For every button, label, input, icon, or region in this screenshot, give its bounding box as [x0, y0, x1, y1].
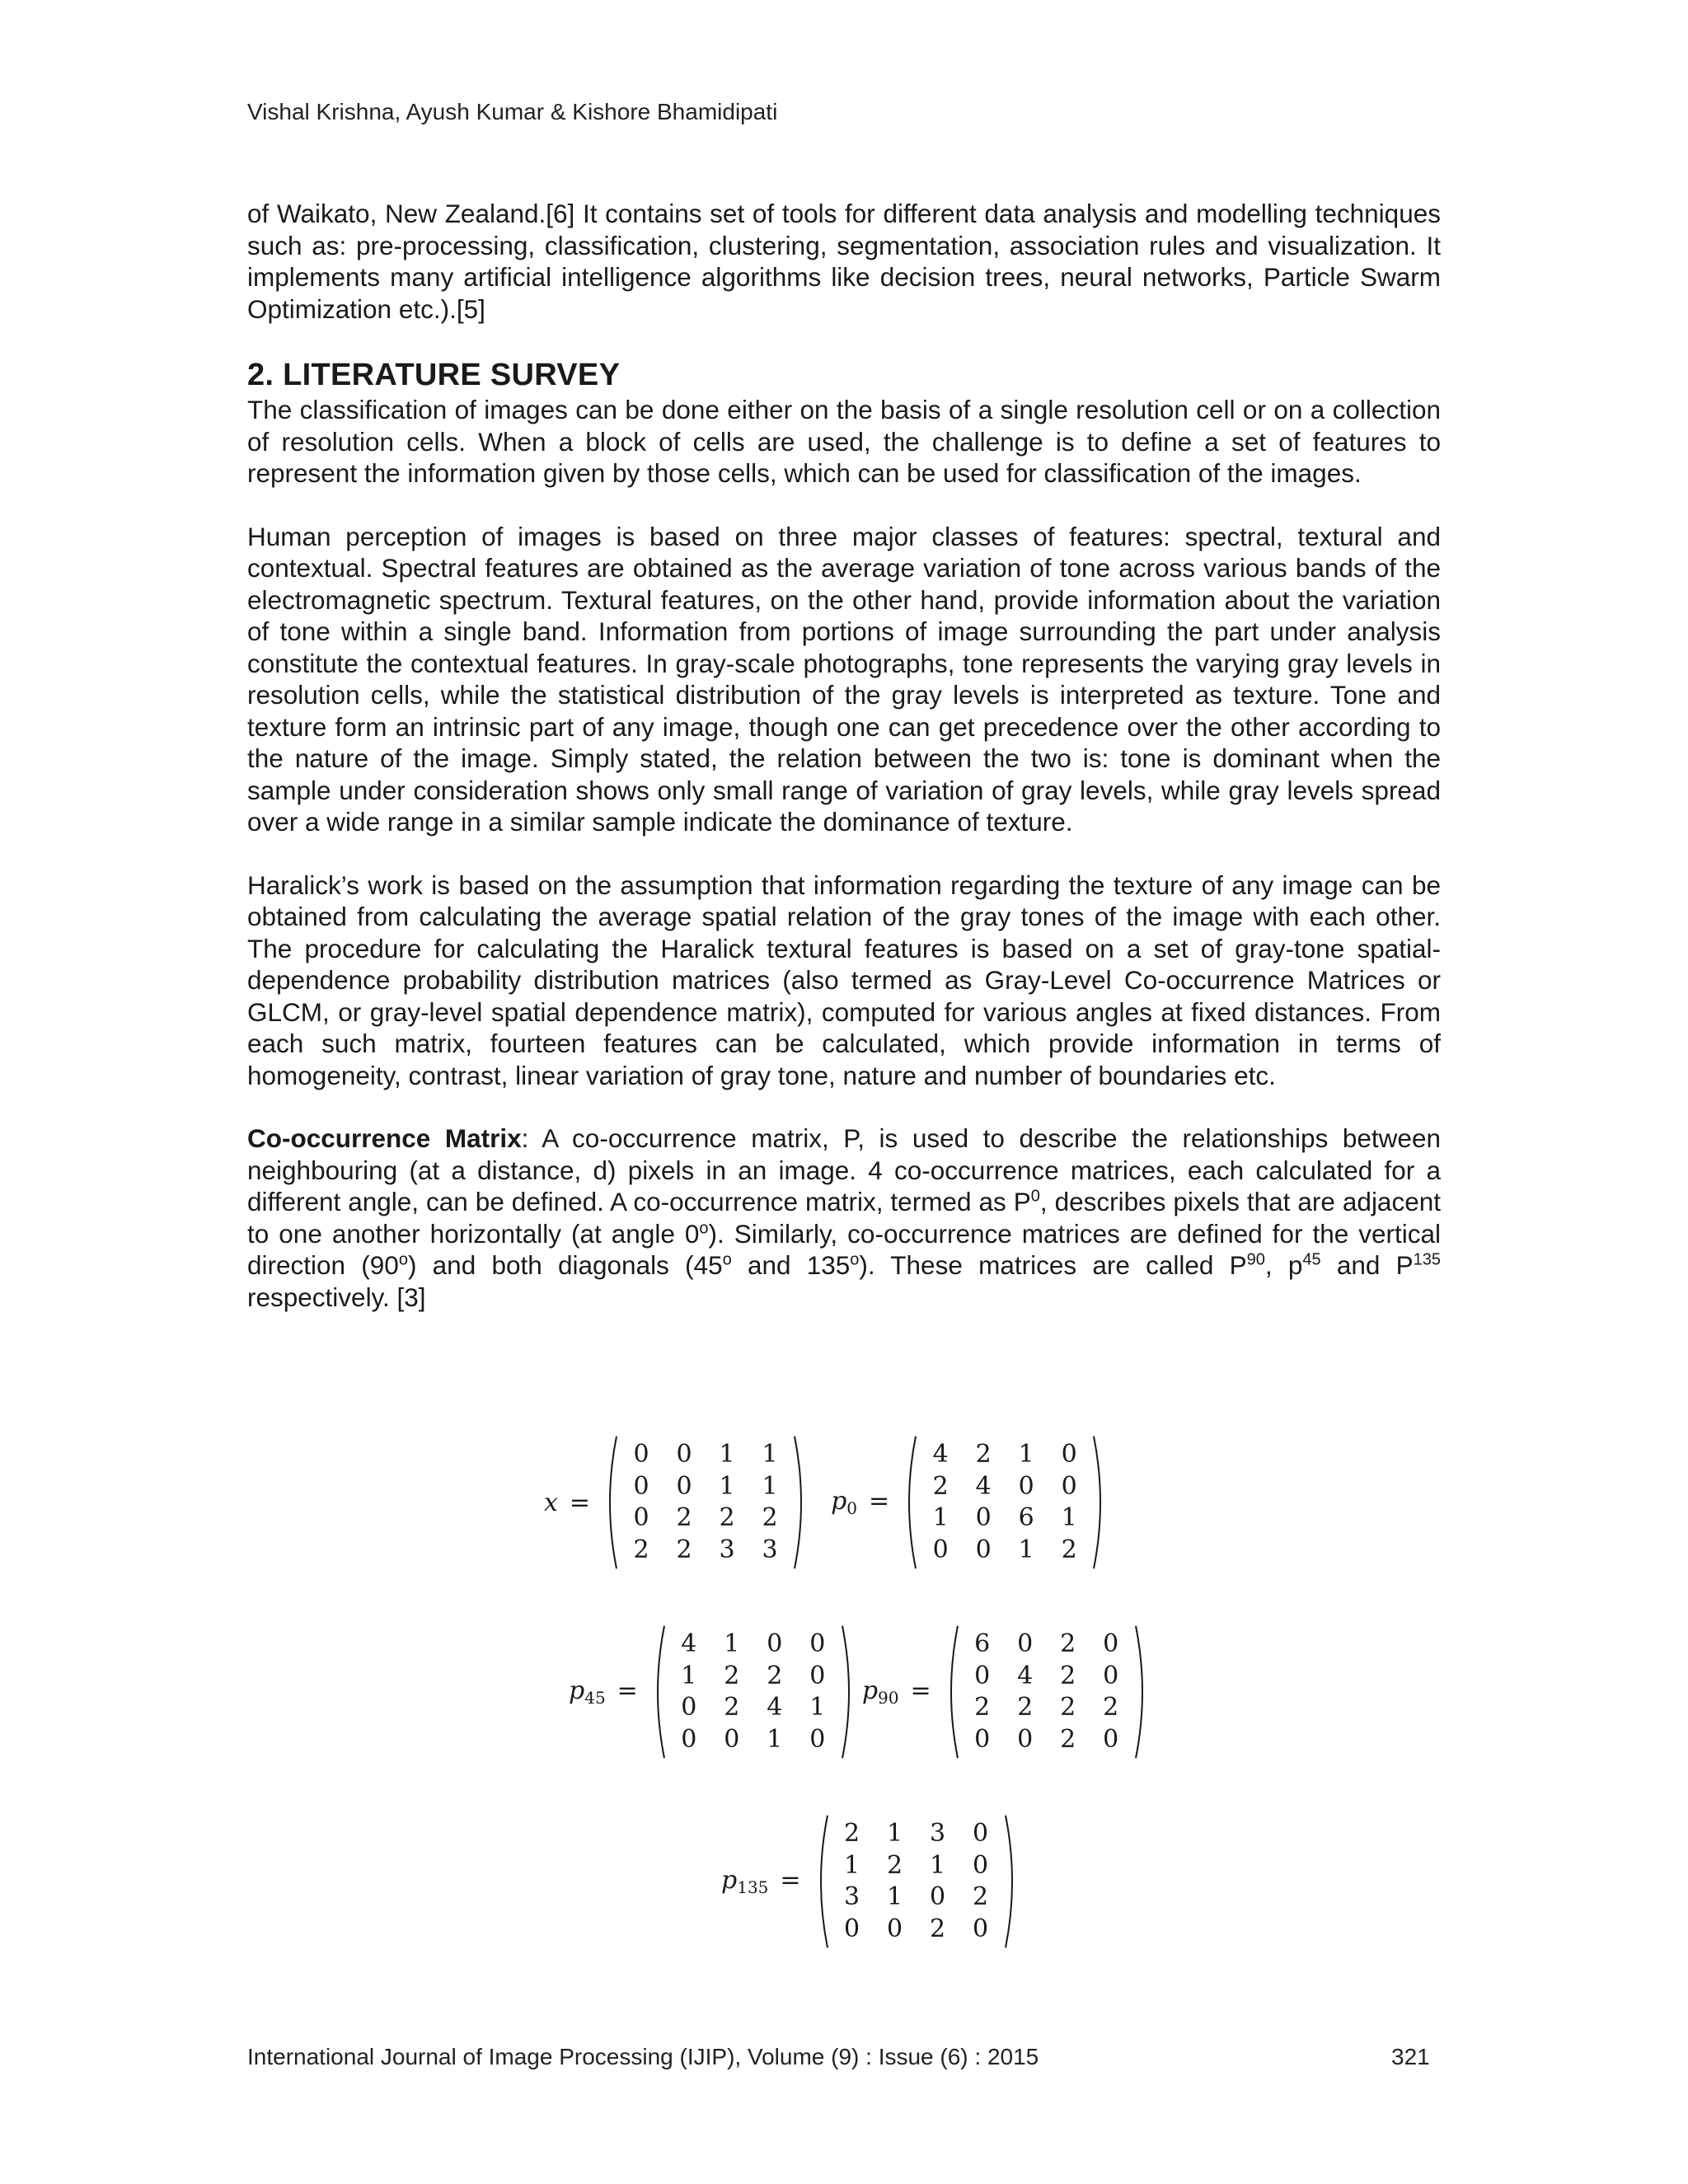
- matrix-cell: 3: [930, 1819, 946, 1848]
- matrix-cell: 1: [1018, 1535, 1034, 1564]
- matrix-cell: 0: [809, 1661, 826, 1690]
- matrix-cell: 0: [633, 1471, 649, 1501]
- matrix-cell: 6: [1018, 1503, 1034, 1532]
- variable-subscript: 135: [737, 1877, 769, 1897]
- superscript: o: [699, 1219, 709, 1237]
- matrix-cell: 4: [932, 1440, 949, 1469]
- equation-lhs-p135: [721, 1866, 801, 1897]
- right-paren-icon: [1132, 1624, 1151, 1760]
- text-run: ). Similarly, co-occurrence matrices are defined for the vertical direction (90: [247, 1218, 1442, 1280]
- matrix-cell: 0: [1061, 1440, 1077, 1469]
- matrix-cell: 0: [1018, 1471, 1034, 1501]
- matrix-p0: [901, 1434, 1109, 1571]
- matrix-cell: 1: [767, 1724, 783, 1754]
- matrix-cell: 0: [930, 1882, 946, 1911]
- matrix-cell: 1: [762, 1440, 778, 1469]
- matrix-cell: 2: [887, 1850, 903, 1880]
- matrix-cell: 0: [724, 1724, 740, 1754]
- equation-row-p135: [721, 1813, 1020, 1950]
- paragraph-literature-3: Haralick’s work is based on the assumption that information regarding the texture of any image can be obtained from calculating the average spatial relation of the gray tones of the image with each other. The procedure for calculating the Haralick textural features is based on a set of gray-tone spatial-dependence probability distribution matrices (also termed as Gray-Level Co-occurrence Matrices or GLCM, or gray-level spatial dependence matrix), computed for various angles at fixed distances. From each such matrix, fourteen features can be calculated, which provide information in terms of homogeneity, contrast, linear variation of gray tone, nature and number of boundaries etc.: [247, 869, 1441, 1090]
- matrix-cell: 2: [633, 1535, 649, 1564]
- matrix-cell: 1: [762, 1471, 778, 1501]
- matrix-cell: 0: [973, 1850, 989, 1880]
- paragraph-intro-continued: of Waikato, New Zealand.[6] It contains set of tools for different data analysis and modelling techniques such as: pre-processing, classification, clustering, segmentation, association rules and visualization. It implements many artificial intelligence algorithms like decision trees, neural networks, Particle Swarm Optimization etc.).[5]: [247, 199, 1441, 324]
- matrix-cell: 3: [844, 1882, 860, 1911]
- text-run: : A co-occurrence matrix, P, is used to describe the relationships between neighbouring (at a distance, d) pixels in an image. 4 co-occurrence matrices, each calculated for a different angle, can be defined. A co-occurrence matrix, termed as P: [247, 1123, 1441, 1216]
- equation-row-x-p0: [544, 1434, 1109, 1571]
- matrix-cell: 0: [1103, 1661, 1119, 1690]
- text-run: ) and both diagonals (45: [407, 1250, 723, 1280]
- right-paren-icon: [1090, 1434, 1109, 1571]
- matrix-cell: 2: [724, 1693, 740, 1722]
- matrix-cell: 0: [973, 1819, 989, 1848]
- body-text: [247, 198, 1441, 1329]
- footer-page-number: 321: [1391, 2044, 1430, 2069]
- matrix-cell: 4: [975, 1471, 992, 1501]
- matrix-cell: 1: [1061, 1503, 1077, 1532]
- matrix-cell: 0: [844, 1914, 860, 1943]
- matrix-cell: 2: [1103, 1693, 1119, 1722]
- matrix-cell: 1: [719, 1440, 735, 1469]
- matrix-cell: 2: [1060, 1693, 1076, 1722]
- matrix-cell: 6: [974, 1629, 991, 1658]
- variable-symbol: p: [861, 1676, 879, 1705]
- superscript: o: [398, 1250, 408, 1269]
- matrix-cell: 1: [724, 1629, 740, 1658]
- left-paren-icon: [901, 1434, 919, 1571]
- superscript: 0: [1030, 1187, 1040, 1206]
- matrix-cell: 0: [809, 1629, 826, 1658]
- matrix-cell: 0: [887, 1914, 903, 1943]
- matrix-cell: 0: [974, 1724, 991, 1754]
- matrix-cell: 0: [633, 1503, 649, 1532]
- matrix-cell: 2: [974, 1693, 991, 1722]
- equation-lhs-x: [544, 1488, 590, 1517]
- superscript: 45: [1302, 1250, 1321, 1269]
- left-paren-icon: [813, 1813, 831, 1950]
- matrix-cell: 1: [932, 1503, 949, 1532]
- equation-lhs-p90: [862, 1676, 931, 1708]
- matrix-cell: 1: [930, 1850, 946, 1880]
- matrix-p45: [649, 1624, 857, 1760]
- equation-p90: [862, 1624, 1151, 1760]
- matrix-cell: 0: [1061, 1471, 1077, 1501]
- matrix-cell: 1: [681, 1661, 697, 1690]
- superscript: 135: [1413, 1250, 1441, 1269]
- matrix-cell: 0: [809, 1724, 826, 1754]
- equals-sign: =: [780, 1866, 801, 1895]
- left-paren-icon: [649, 1624, 668, 1760]
- equation-lhs-p45: [569, 1676, 638, 1708]
- matrix-x: [602, 1434, 809, 1571]
- matrix-cell: 1: [1018, 1440, 1034, 1469]
- matrix-cell: 0: [975, 1503, 992, 1532]
- superscript: o: [722, 1250, 732, 1269]
- matrix-cell: 0: [1103, 1724, 1119, 1754]
- equation-lhs-p0: [831, 1487, 889, 1518]
- matrix-cell: 2: [1061, 1535, 1077, 1564]
- equals-sign: =: [617, 1676, 638, 1705]
- matrix-cell: 4: [1017, 1661, 1034, 1690]
- matrix-cell: 0: [676, 1440, 692, 1469]
- matrix-cell: 2: [1060, 1724, 1076, 1754]
- matrix-p135: [813, 1813, 1020, 1950]
- equals-sign: =: [869, 1487, 890, 1516]
- paragraph-literature-2: Human perception of images is based on three major classes of features: spectral, textural and contextual. Spectral features are obtained as the average variation of tone across various bands of the electromagnetic spectrum. Textural features, on the other hand, provide information about the variation of tone within a single band. Information from portions of image surrounding the part under analysis constitute the contextual features. In gray-scale photographs, tone represents the varying gray levels in resolution cells, while the statistical distribution of the gray levels is interpreted as texture. Tone and texture form an intrinsic part of any image, though one can get precedence over the other according to the nature of the image. Simply stated, the relation between the two is: tone is dominant when the sample under consideration shows only small range of variation of gray levels, while gray levels spread over a wide range in a similar sample indicate the dominance of texture.: [247, 521, 1441, 837]
- text-run: , p: [1264, 1250, 1303, 1280]
- running-header-authors: Vishal Krishna, Ayush Kumar & Kishore Bhamidipati: [247, 99, 778, 124]
- matrix-cell: 0: [676, 1471, 692, 1501]
- matrix-cell: 2: [676, 1535, 692, 1564]
- matrix-cell: 0: [681, 1693, 697, 1722]
- equation-x: [544, 1434, 809, 1571]
- matrix-cell: 4: [767, 1693, 783, 1722]
- matrix-cell: 2: [724, 1661, 740, 1690]
- matrix-cell: 0: [974, 1661, 991, 1690]
- matrix-cell: 0: [1017, 1724, 1034, 1754]
- matrix-cell: 0: [932, 1535, 949, 1564]
- matrix-cell: 1: [887, 1819, 903, 1848]
- matrix-cell: 2: [676, 1503, 692, 1532]
- text-run: ). These matrices are called P: [859, 1250, 1247, 1280]
- equation-p45: [569, 1624, 857, 1760]
- paragraph-literature-1: The classification of images can be done either on the basis of a single resolution cell or on a collection of resolution cells. When a block of cells are used, the challenge is to define a set of features to represent the information given by those cells, which can be used for classification of the images.: [247, 395, 1441, 488]
- equation-p135: [721, 1813, 1020, 1950]
- matrix-cell: 4: [681, 1629, 697, 1658]
- right-paren-icon: [791, 1434, 809, 1571]
- matrix-cell: 0: [633, 1440, 649, 1469]
- right-paren-icon: [1002, 1813, 1020, 1950]
- matrix-cell: 3: [719, 1535, 735, 1564]
- variable-symbol: p: [721, 1866, 738, 1895]
- matrix-cell: 2: [930, 1914, 946, 1943]
- superscript: 90: [1246, 1250, 1265, 1269]
- matrix-cell: 0: [973, 1914, 989, 1943]
- text-run: respectively. [3]: [247, 1282, 426, 1312]
- matrix-cell: 0: [767, 1629, 783, 1658]
- text-run: , describes pixels that are adjacent to one another horizontally (at angle 0: [247, 1187, 1441, 1249]
- matrix-cell: 2: [975, 1440, 992, 1469]
- equation-row-p45-p90: [569, 1624, 1151, 1760]
- footer-journal: International Journal of Image Processing (IJIP), Volume (9) : Issue (6) : 2015: [247, 2044, 1039, 2069]
- text-run: and P: [1320, 1250, 1414, 1280]
- variable-symbol: p: [831, 1487, 847, 1516]
- superscript: o: [850, 1250, 860, 1269]
- matrix-cell: 0: [681, 1724, 697, 1754]
- paragraph-cooccurrence-matrix: [247, 1122, 1441, 1313]
- variable-symbol: p: [569, 1676, 585, 1705]
- matrix-cell: 1: [887, 1882, 903, 1911]
- matrix-cell: 2: [973, 1882, 989, 1911]
- matrix-cell: 1: [719, 1471, 735, 1501]
- variable-subscript: 45: [584, 1688, 606, 1708]
- matrix-cell: 0: [1017, 1629, 1034, 1658]
- matrix-cell: 2: [844, 1819, 860, 1848]
- equals-sign: =: [569, 1488, 591, 1517]
- matrix-cell: 2: [719, 1503, 735, 1532]
- variable-subscript: 90: [878, 1688, 899, 1708]
- matrix-cell: 1: [809, 1693, 826, 1722]
- equation-p0: [831, 1434, 1109, 1571]
- left-paren-icon: [943, 1624, 961, 1760]
- left-paren-icon: [602, 1434, 620, 1571]
- variable-subscript: 0: [846, 1498, 858, 1518]
- matrix-cell: 0: [975, 1535, 992, 1564]
- matrix-cell: 3: [762, 1535, 778, 1564]
- matrix-cell: 0: [1103, 1629, 1119, 1658]
- right-paren-icon: [839, 1624, 857, 1760]
- matrix-cell: 1: [844, 1850, 860, 1880]
- matrix-p90: [943, 1624, 1151, 1760]
- matrix-cell: 2: [1060, 1661, 1076, 1690]
- matrix-cell: 2: [1060, 1629, 1076, 1658]
- matrix-cell: 2: [767, 1661, 783, 1690]
- section-heading-literature-survey: 2. LITERATURE SURVEY: [247, 358, 621, 392]
- term-cooccurrence-matrix: Co-occurrence Matrix: [247, 1123, 522, 1153]
- variable-symbol: x: [544, 1488, 558, 1517]
- matrix-cell: 2: [932, 1471, 949, 1501]
- equals-sign: =: [910, 1676, 931, 1705]
- matrix-cell: 2: [1017, 1693, 1034, 1722]
- matrix-cell: 2: [762, 1503, 778, 1532]
- text-run: and 135: [731, 1250, 851, 1280]
